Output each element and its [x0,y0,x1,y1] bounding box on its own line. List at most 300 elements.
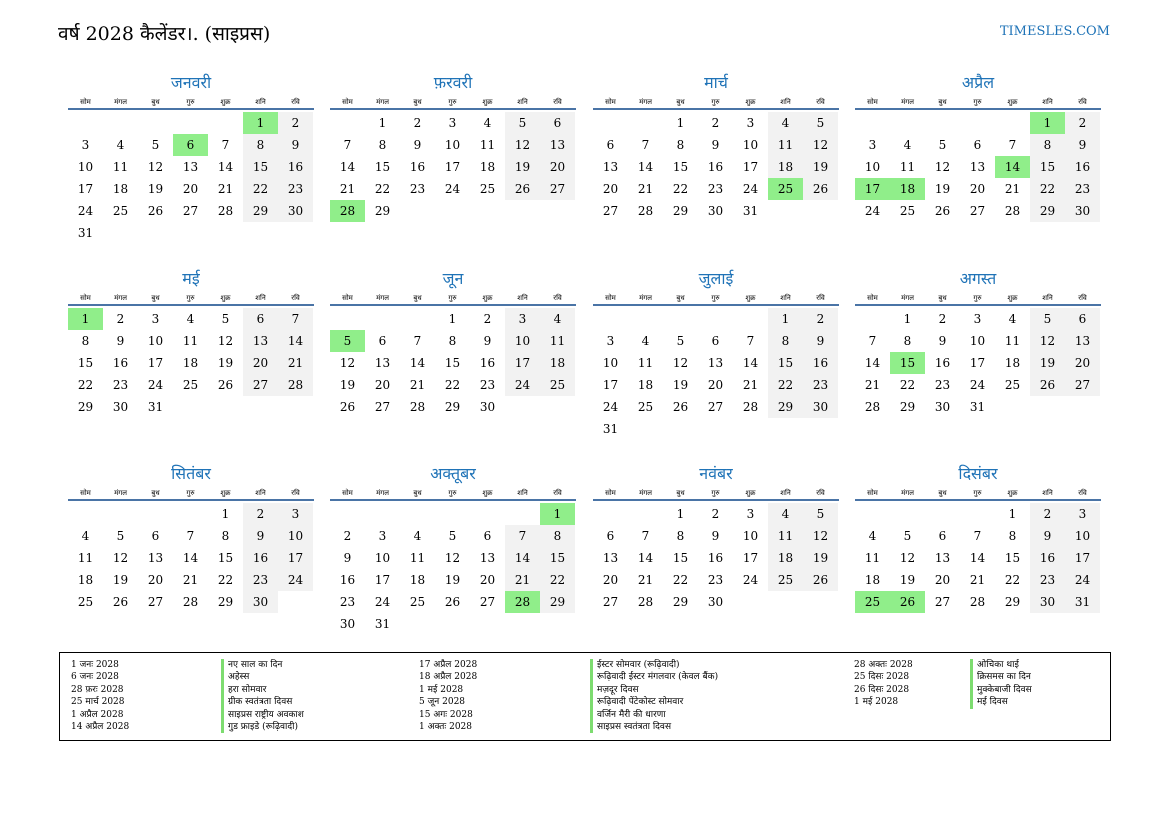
weekday-label: रवि [1078,98,1087,106]
weekday-label: मंगल [114,98,127,106]
day-cell: 12 [672,356,689,370]
month-name: अक्तूबर [430,464,476,483]
day-cell: 21 [278,352,313,374]
weekday-label: शनि [1042,489,1053,497]
day-cell: 5 [116,529,125,543]
day-cell: 7 [343,138,352,152]
day-cell: 29 [217,595,234,609]
day-cell: 18 [479,160,496,174]
day-cell: 5 [448,529,457,543]
day-cell: 10 [374,551,391,565]
day-cell: 15 [444,356,461,370]
month-calendar [855,463,1101,613]
day-cell: 17 [278,547,313,569]
day-empty [173,503,208,525]
day-empty [628,503,663,525]
day-cell: 28 [637,204,654,218]
day-cell: 13 [707,356,724,370]
day-cell: 29 [672,204,689,218]
month-name: अप्रैल [961,73,995,92]
day-cell: 12 [803,525,838,547]
day-cell: 22 [217,573,234,587]
day-cell: 15 [217,551,234,565]
day-cell: 4 [81,529,90,543]
day-cell: 13 [934,551,951,565]
weekday-label: रवि [553,98,562,106]
day-cell: 27 [479,595,496,609]
day-cell: 29 [444,400,461,414]
day-cell: 7 [278,308,313,330]
weekday-label: शनि [255,98,266,106]
weekday-label: शुक्र [745,489,756,497]
day-cell: 28 [969,595,986,609]
day-cell: 27 [707,400,724,414]
weekday-label: गुरु [711,294,720,302]
day-cell: 20 [1065,352,1100,374]
weekday-label: गुरु [973,294,982,302]
holiday-name: ओचिका थाई [970,659,1032,671]
weekday-label: शनि [780,98,791,106]
holiday-day: 28 [505,591,540,613]
day-cell: 24 [505,374,540,396]
day-cell: 8 [768,330,803,352]
day-cell: 31 [147,400,164,414]
weekday-label: सोम [342,294,353,302]
day-cell: 17 [1065,547,1100,569]
day-cell: 26 [672,400,689,414]
day-cell: 23 [707,182,724,196]
holiday-day: 18 [890,178,925,200]
day-grid [593,112,839,222]
holiday-date: 18 अप्रैल 2028 [419,672,478,683]
day-cell: 15 [77,356,94,370]
day-cell: 26 [444,595,461,609]
day-cell: 18 [409,573,426,587]
day-cell: 6 [243,308,278,330]
weekday-label: शुक्र [220,489,231,497]
day-empty [103,503,138,525]
day-empty [505,503,540,525]
day-cell: 22 [899,378,916,392]
holiday-name-column [970,659,1032,709]
day-cell: 18 [112,182,129,196]
month-calendar [330,463,576,635]
day-cell: 24 [278,569,313,591]
day-cell: 6 [151,529,160,543]
weekday-label: सोम [605,489,616,497]
day-grid [68,308,314,418]
holiday-day: 1 [68,308,103,330]
day-cell: 9 [803,330,838,352]
weekday-label: शनि [780,294,791,302]
day-cell: 30 [278,200,313,222]
day-cell: 10 [1065,525,1100,547]
day-empty [138,503,173,525]
day-cell: 20 [182,182,199,196]
day-cell: 23 [243,569,278,591]
day-cell: 10 [147,334,164,348]
holiday-name: रूढ़िवादी पेंटेकोस्ट सोमवार [590,696,718,708]
day-cell: 24 [969,378,986,392]
day-cell: 1 [676,507,685,521]
weekday-header [593,96,839,110]
weekday-label: शनि [517,489,528,497]
holiday-date: 15 अगः 2028 [419,709,473,720]
weekday-header [855,487,1101,501]
day-cell: 2 [711,116,720,130]
day-cell: 4 [768,112,803,134]
day-cell: 29 [1004,595,1021,609]
day-cell: 8 [81,334,90,348]
weekday-label: रवि [291,98,300,106]
weekday-label: बुध [938,489,947,497]
day-cell: 11 [409,551,426,565]
weekday-label: शुक्र [482,489,493,497]
day-cell: 17 [374,573,391,587]
day-cell: 2 [483,312,492,326]
weekday-label: बुध [676,489,685,497]
day-cell: 10 [77,160,94,174]
month-name: नवंबर [699,464,733,483]
day-cell: 29 [899,400,916,414]
day-cell: 12 [217,334,234,348]
day-cell: 5 [151,138,160,152]
weekday-label: मंगल [639,294,652,302]
day-cell: 16 [479,356,496,370]
day-cell: 20 [602,182,619,196]
day-cell: 16 [112,356,129,370]
day-cell: 28 [742,400,759,414]
day-cell: 9 [1065,134,1100,156]
day-cell: 2 [278,112,313,134]
day-cell: 7 [413,334,422,348]
day-cell: 24 [1065,569,1100,591]
day-cell: 16 [278,156,313,178]
day-empty [435,503,470,525]
day-grid [68,503,314,613]
weekday-label: शनि [1042,98,1053,106]
weekday-label: बुध [938,294,947,302]
day-cell: 28 [278,374,313,396]
holiday-name: क्रिसमस का दिन [970,671,1032,683]
day-cell: 11 [77,551,94,565]
day-cell: 27 [602,595,619,609]
day-cell: 26 [339,400,356,414]
day-cell: 22 [1030,178,1065,200]
day-cell: 31 [77,226,94,240]
holiday-name-column [590,659,718,733]
day-cell: 29 [243,200,278,222]
day-cell: 4 [1008,312,1017,326]
day-empty [890,503,925,525]
holiday-date: 17 अप्रैल 2028 [419,660,478,670]
day-cell: 7 [641,529,650,543]
day-cell: 13 [1065,330,1100,352]
day-cell: 18 [637,378,654,392]
holiday-date: 1 मई 2028 [419,684,464,695]
day-empty [365,308,400,330]
day-cell: 16 [409,160,426,174]
day-cell: 18 [864,573,881,587]
weekday-label: सोम [605,294,616,302]
day-cell: 3 [606,334,615,348]
weekday-label: गुरु [448,98,457,106]
day-cell: 22 [768,374,803,396]
weekday-label: शनि [517,98,528,106]
day-cell: 26 [1030,374,1065,396]
weekday-header [330,96,576,110]
day-cell: 24 [864,204,881,218]
weekday-label: मंगल [114,294,127,302]
day-empty [68,112,103,134]
day-cell: 21 [409,378,426,392]
day-cell: 17 [969,356,986,370]
day-cell: 30 [1065,200,1100,222]
day-cell: 6 [378,334,387,348]
day-cell: 13 [479,551,496,565]
day-empty [330,112,365,134]
day-cell: 29 [672,595,689,609]
weekday-label: शुक्र [1007,294,1018,302]
day-cell: 29 [77,400,94,414]
day-cell: 17 [444,160,461,174]
weekday-label: शुक्र [220,98,231,106]
day-cell: 24 [602,400,619,414]
day-grid [68,112,314,244]
day-cell: 24 [77,204,94,218]
day-cell: 13 [602,160,619,174]
day-cell: 11 [899,160,916,174]
holiday-date: 25 दिसः 2028 [854,672,910,683]
day-cell: 15 [374,160,391,174]
weekday-label: रवि [291,489,300,497]
day-cell: 3 [868,138,877,152]
day-cell: 17 [147,356,164,370]
month-calendar [855,268,1101,418]
day-cell: 12 [803,134,838,156]
day-empty [925,112,960,134]
day-cell: 19 [147,182,164,196]
holiday-list [59,652,1111,741]
day-cell: 24 [147,378,164,392]
page-title: वर्ष 2028 कैलेंडर।. (साइप्रस) [58,23,271,45]
day-cell: 14 [505,547,540,569]
day-cell: 8 [540,525,575,547]
day-cell: 2 [1030,503,1065,525]
day-cell: 31 [374,617,391,631]
day-grid [593,308,839,440]
day-cell: 9 [938,334,947,348]
day-cell: 15 [672,551,689,565]
day-cell: 2 [938,312,947,326]
day-cell: 30 [339,617,356,631]
holiday-name: नए साल का दिन [221,659,304,671]
day-cell: 1 [903,312,912,326]
holiday-day: 1 [540,503,575,525]
day-cell: 14 [742,356,759,370]
day-cell: 20 [707,378,724,392]
day-cell: 5 [1030,308,1065,330]
day-cell: 31 [602,422,619,436]
day-cell: 8 [903,334,912,348]
holiday-name: मई दिवस [970,696,1032,708]
day-cell: 3 [505,308,540,330]
month-name: अगस्त [959,269,997,288]
day-cell: 27 [374,400,391,414]
holiday-date: 5 जून 2028 [419,697,466,708]
month-name: फ़रवरी [433,73,473,92]
weekday-header [330,487,576,501]
day-cell: 12 [339,356,356,370]
day-cell: 3 [746,116,755,130]
day-cell: 21 [1004,182,1021,196]
day-cell: 8 [1030,134,1065,156]
weekday-header [593,487,839,501]
day-cell: 7 [221,138,230,152]
holiday-date-column [419,659,477,733]
day-cell: 3 [278,503,313,525]
day-cell: 14 [637,551,654,565]
day-cell: 20 [374,378,391,392]
day-cell: 27 [540,178,575,200]
weekday-label: शनि [1042,294,1053,302]
weekday-label: मंगल [639,98,652,106]
day-cell: 24 [374,595,391,609]
holiday-date: 1 अक्तः 2028 [419,721,473,732]
day-cell: 12 [505,134,540,156]
day-cell: 10 [742,138,759,152]
day-cell: 22 [444,378,461,392]
day-cell: 6 [606,529,615,543]
day-grid [593,503,839,613]
holiday-date: 1 मई 2028 [854,697,899,708]
day-cell: 28 [217,204,234,218]
day-cell: 11 [637,356,654,370]
day-cell: 26 [803,569,838,591]
day-cell: 23 [278,178,313,200]
day-cell: 23 [934,378,951,392]
holiday-date: 1 अप्रैल 2028 [71,709,124,720]
day-cell: 17 [505,352,540,374]
day-cell: 18 [182,356,199,370]
weekday-header [855,96,1101,110]
day-cell: 23 [803,374,838,396]
month-name: मार्च [704,73,728,92]
day-cell: 8 [243,134,278,156]
weekday-label: गुरु [711,489,720,497]
holiday-date: 25 मार्च 2028 [71,697,125,708]
day-cell: 14 [339,160,356,174]
day-cell: 9 [116,334,125,348]
day-cell: 20 [540,156,575,178]
day-cell: 28 [182,595,199,609]
day-cell: 21 [742,378,759,392]
holiday-date: 28 फ़रः 2028 [71,684,124,695]
day-cell: 14 [637,160,654,174]
weekday-label: बुध [676,98,685,106]
weekday-label: बुध [938,98,947,106]
weekday-label: गुरु [448,294,457,302]
day-cell: 1 [378,116,387,130]
weekday-header [855,292,1101,306]
weekday-label: सोम [342,489,353,497]
day-cell: 10 [278,525,313,547]
weekday-label: सोम [867,489,878,497]
holiday-date-column [71,659,129,733]
day-cell: 27 [1065,374,1100,396]
holiday-name: ईस्टर सोमवार (रूढ़िवादी) [590,659,718,671]
day-cell: 21 [969,573,986,587]
day-empty [138,112,173,134]
weekday-label: रवि [291,294,300,302]
weekday-label: रवि [1078,489,1087,497]
day-cell: 11 [1004,334,1021,348]
weekday-label: मंगल [901,489,914,497]
holiday-name: मज़दूर दिवस [590,684,718,696]
day-cell: 27 [147,595,164,609]
day-cell: 10 [969,334,986,348]
day-cell: 10 [602,356,619,370]
day-cell: 9 [243,525,278,547]
holiday-name: वर्जिन मैरी की धारणा [590,709,718,721]
weekday-label: गुरु [186,489,195,497]
day-cell: 17 [742,160,759,174]
day-cell: 9 [483,334,492,348]
day-cell: 9 [1030,525,1065,547]
day-cell: 14 [217,160,234,174]
day-cell: 17 [742,551,759,565]
month-calendar [593,268,839,440]
day-cell: 16 [1065,156,1100,178]
holiday-name: अहेस्स [221,671,304,683]
holiday-day: 26 [890,591,925,613]
site-link[interactable]: TIMESLES.COM [999,24,1110,39]
day-cell: 12 [934,160,951,174]
day-cell: 20 [479,573,496,587]
day-cell: 23 [707,573,724,587]
day-cell: 29 [374,204,391,218]
weekday-label: सोम [342,98,353,106]
month-name: मई [182,269,200,288]
weekday-label: शुक्र [220,294,231,302]
holiday-name: रूढ़िवादी ईस्टर मंगलवार (केवल बैंक) [590,671,718,683]
day-cell: 4 [483,116,492,130]
day-cell: 19 [217,356,234,370]
month-calendar [330,268,576,418]
weekday-label: सोम [80,489,91,497]
day-empty [68,503,103,525]
holiday-name: मुक्केबाजी दिवस [970,684,1032,696]
weekday-label: मंगल [901,294,914,302]
day-cell: 19 [339,378,356,392]
day-cell: 30 [479,400,496,414]
weekday-label: मंगल [376,294,389,302]
weekday-header [68,292,314,306]
day-cell: 27 [934,595,951,609]
holiday-day: 1 [243,112,278,134]
weekday-label: शुक्र [482,294,493,302]
day-cell: 13 [182,160,199,174]
day-empty [470,503,505,525]
day-cell: 3 [448,116,457,130]
day-empty [733,308,768,330]
day-cell: 28 [637,595,654,609]
day-cell: 5 [676,334,685,348]
day-cell: 7 [1008,138,1017,152]
holiday-date: 14 अप्रैल 2028 [71,721,130,732]
day-cell: 12 [444,551,461,565]
weekday-label: गुरु [448,489,457,497]
